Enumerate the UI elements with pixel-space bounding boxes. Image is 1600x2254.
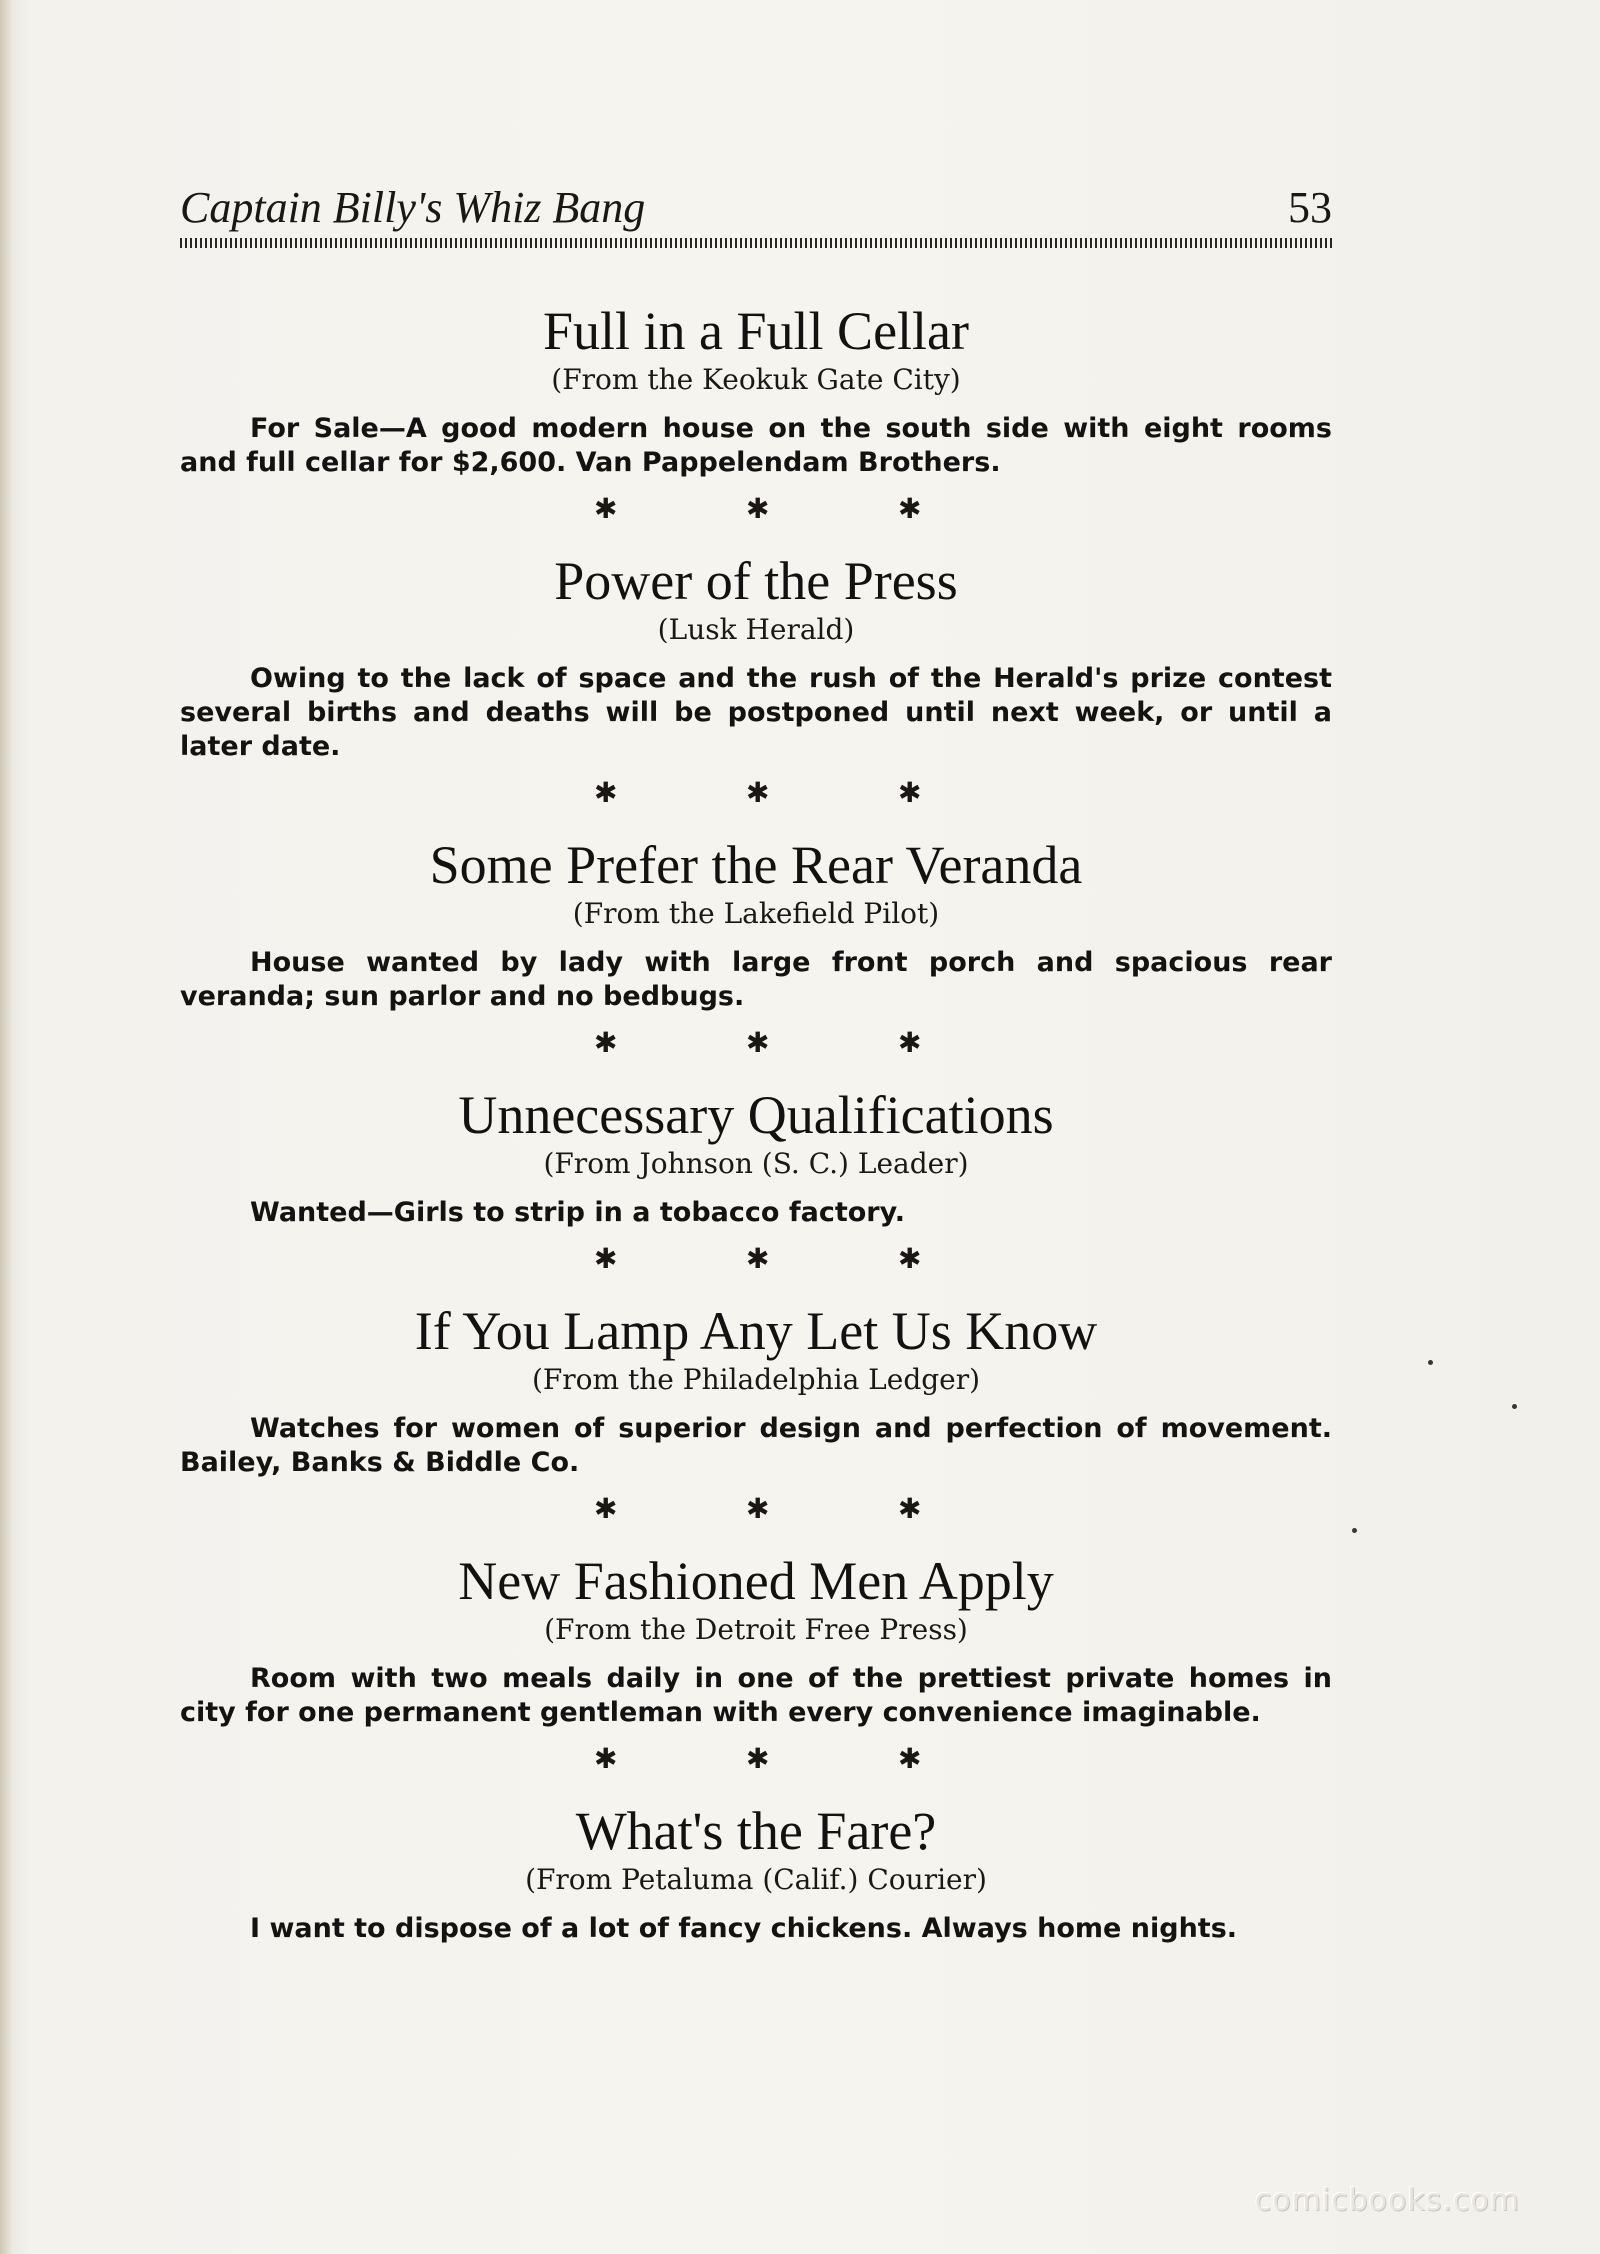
asterisk-icon: ✱ [898, 1742, 922, 1775]
asterisk-icon: ✱ [746, 492, 770, 525]
item-body: Watches for women of superior design and perfection of movement. Bailey, Banks & Biddle Co. [180, 1413, 1332, 1478]
asterisk-icon: ✱ [594, 1492, 618, 1525]
asterisk-icon: ✱ [594, 1242, 618, 1275]
separator [180, 1026, 1332, 1060]
header-rule [180, 238, 1332, 248]
item-title: Some Prefer the Rear Veranda [429, 835, 1083, 895]
item-if-you-lamp-any-let-us-know [180, 1300, 1332, 1480]
item-source: (From the Keokuk Gate City) [551, 363, 961, 396]
separator [180, 492, 1332, 526]
print-speck [1512, 1404, 1517, 1409]
item-body: For Sale—A good modern house on the south side with eight rooms and full cellar for $2,600. Van Pappelendam Brothers. [180, 413, 1332, 478]
asterisk-icon: ✱ [594, 1026, 618, 1059]
item-title: Power of the Press [554, 551, 958, 611]
item-source: (From the Philadelphia Ledger) [531, 1363, 981, 1396]
item-source: (Lusk Herald) [657, 613, 855, 646]
separator [180, 1242, 1332, 1276]
asterisk-icon: ✱ [746, 1242, 770, 1275]
asterisk-icon: ✱ [746, 1742, 770, 1775]
asterisk-icon: ✱ [746, 1026, 770, 1059]
separator [180, 1742, 1332, 1776]
item-body: Wanted—Girls to strip in a tobacco factory. [250, 1197, 905, 1228]
asterisk-icon: ✱ [594, 492, 618, 525]
item-source: (From the Lakefield Pilot) [572, 897, 940, 930]
print-speck [1352, 1528, 1357, 1533]
item-body: I want to dispose of a lot of fancy chickens. Always home nights. [250, 1913, 1238, 1944]
asterisk-icon: ✱ [898, 776, 922, 809]
item-title: Unnecessary Qualifications [458, 1085, 1054, 1145]
item-whats-the-fare [180, 1800, 1332, 1946]
asterisk-icon: ✱ [898, 1492, 922, 1525]
item-power-of-the-press [180, 550, 1332, 764]
item-title: What's the Fare? [575, 1801, 937, 1861]
watermark: comicbooks.com [1254, 2183, 1520, 2218]
item-unnecessary-qualifications [180, 1084, 1332, 1230]
item-title: Full in a Full Cellar [543, 301, 969, 361]
item-title: If You Lamp Any Let Us Know [414, 1301, 1098, 1361]
asterisk-icon: ✱ [746, 776, 770, 809]
separator [180, 1492, 1332, 1526]
asterisk-icon: ✱ [594, 1742, 618, 1775]
item-some-prefer-the-rear-veranda [180, 834, 1332, 1014]
item-source: (From the Detroit Free Press) [544, 1613, 968, 1646]
asterisk-icon: ✱ [898, 1026, 922, 1059]
running-header [180, 180, 1332, 256]
asterisk-icon: ✱ [746, 1492, 770, 1525]
print-speck [1428, 1360, 1433, 1365]
item-source: (From Petaluma (Calif.) Courier) [525, 1863, 987, 1896]
asterisk-icon: ✱ [898, 1242, 922, 1275]
separator [180, 776, 1332, 810]
asterisk-icon: ✱ [898, 492, 922, 525]
item-title: New Fashioned Men Apply [458, 1551, 1054, 1611]
item-source: (From Johnson (S. C.) Leader) [543, 1147, 969, 1180]
item-body: House wanted by lady with large front porch and spacious rear veranda; sun parlor and no bedbugs. [180, 947, 1332, 1012]
item-body: Room with two meals daily in one of the prettiest private homes in city for one permanent gentleman with every convenience imaginable. [180, 1663, 1332, 1728]
item-body: Owing to the lack of space and the rush of the Herald's prize contest several births and deaths will be postponed until next week, or until a later date. [180, 663, 1332, 762]
item-new-fashioned-men-apply [180, 1550, 1332, 1730]
item-full-in-a-full-cellar [180, 300, 1332, 480]
page-binding-edge [0, 0, 12, 2254]
page-number: 53 [1288, 183, 1332, 232]
page-content [180, 300, 1332, 1946]
magazine-title: Captain Billy's Whiz Bang [180, 183, 646, 232]
asterisk-icon: ✱ [594, 776, 618, 809]
